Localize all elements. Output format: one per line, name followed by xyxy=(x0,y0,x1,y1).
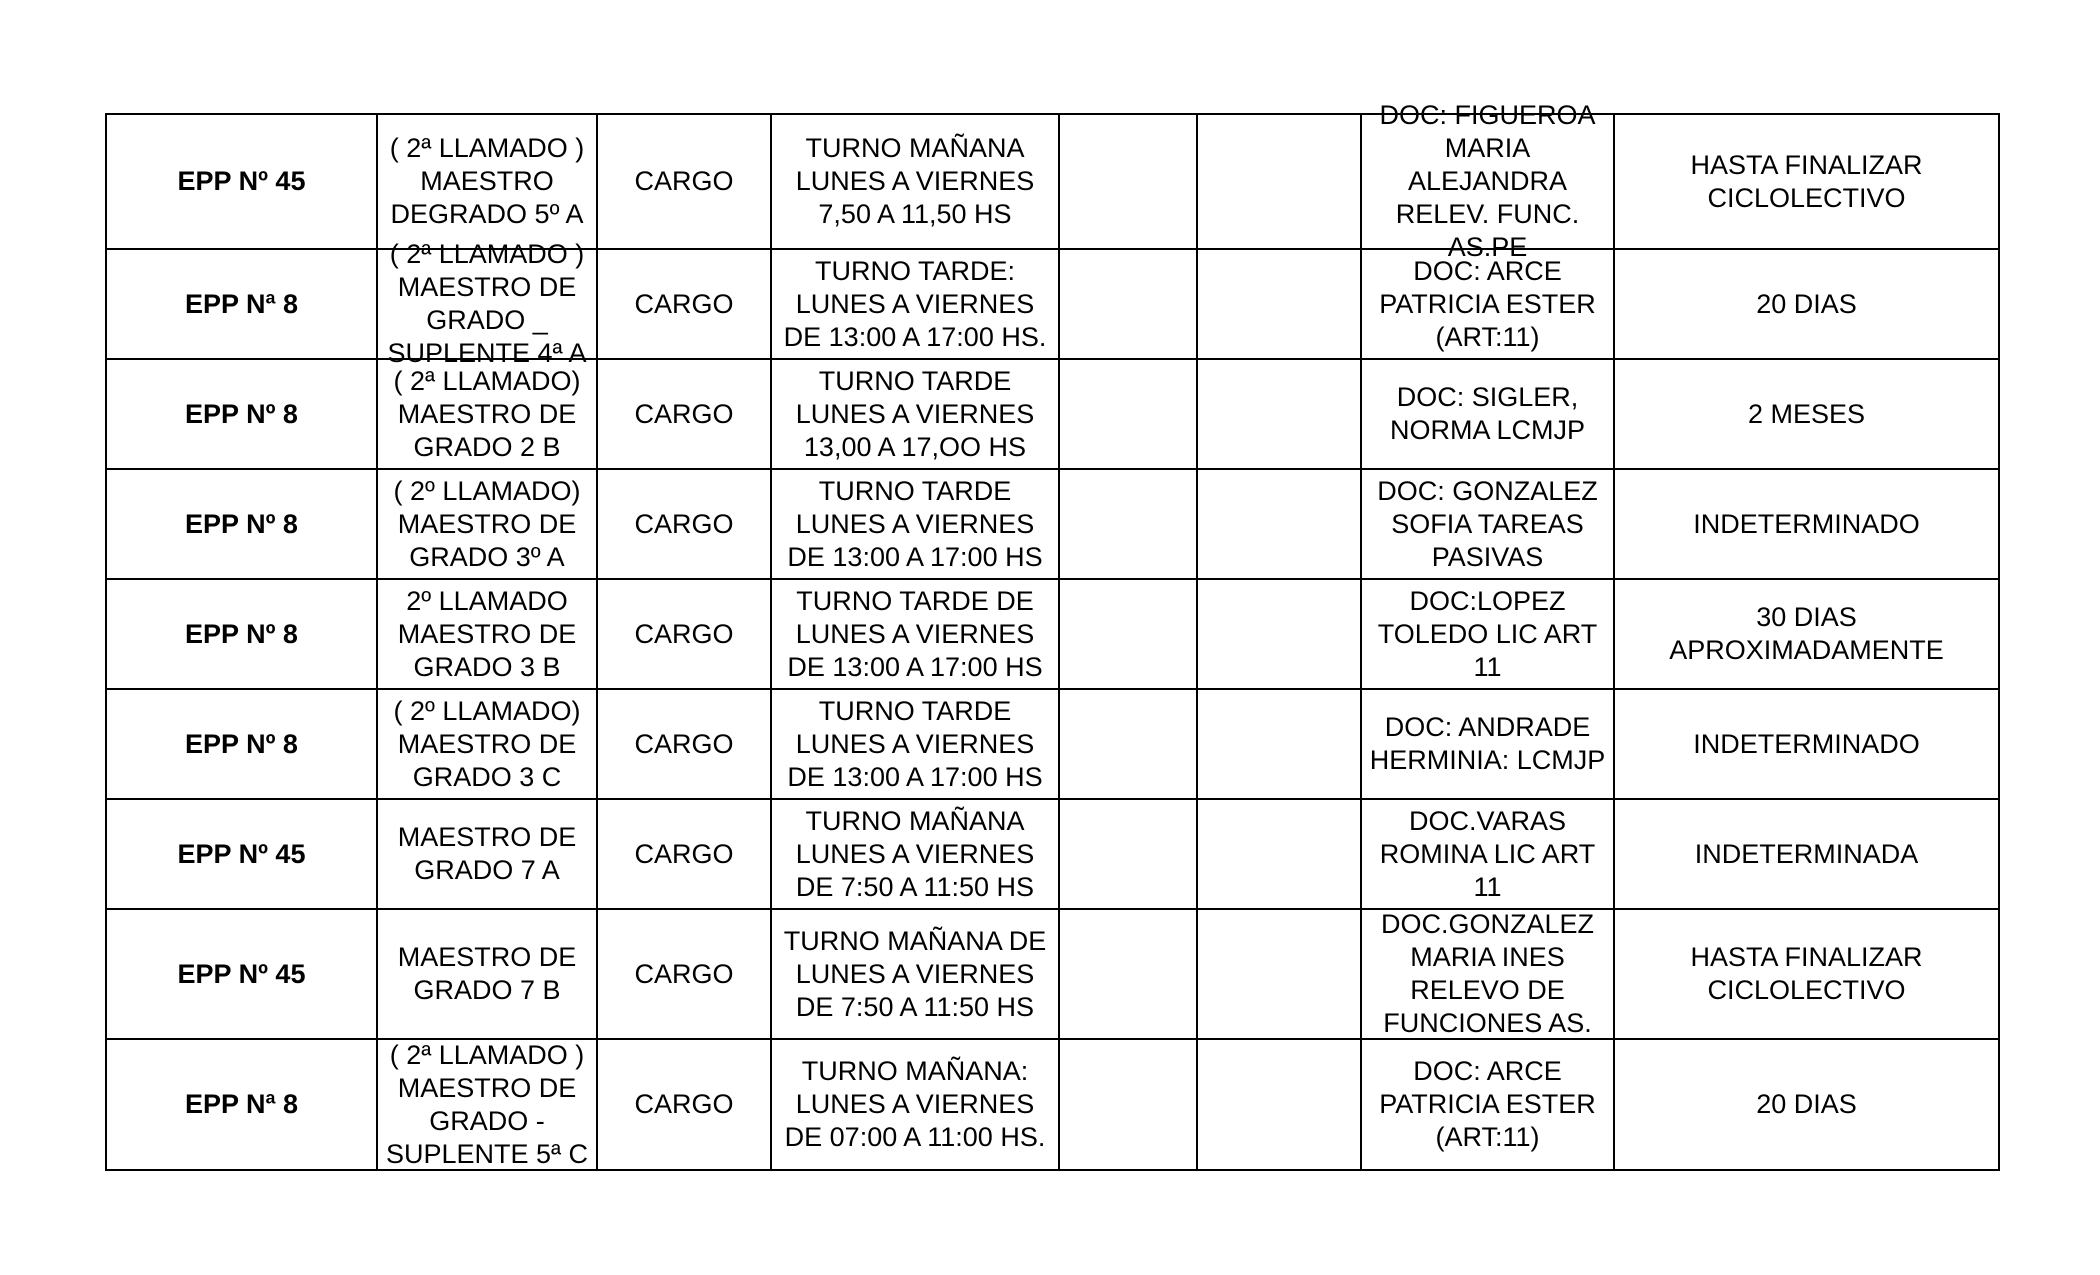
replaces-cell-text: DOC: GONZALEZ SOFIA TAREAS PASIVAS xyxy=(1377,475,1598,572)
school-cell-text: EPP Nº 8 xyxy=(185,398,298,429)
replaces-cell xyxy=(1361,249,1614,359)
empty-cell xyxy=(1059,249,1197,359)
school-cell-text: EPP Nº 45 xyxy=(177,958,306,989)
position-cell-text: MAESTRO DE GRADO 7 B xyxy=(397,942,577,1005)
replaces-cell xyxy=(1361,359,1614,469)
schedule-cell-text: TURNO TARDE: LUNES A VIERNES DE 13:00 A 17:00 HS. xyxy=(783,255,1047,352)
replaces-cell-text: DOC: SIGLER, NORMA LCMJP xyxy=(1389,382,1586,445)
school-cell-text: EPP Nº 8 xyxy=(185,728,298,759)
replaces-cell xyxy=(1361,100,1614,262)
position-cell xyxy=(377,909,597,1039)
empty-cell xyxy=(1059,799,1197,909)
schedule-cell xyxy=(771,689,1059,799)
type-cell-text: CARGO xyxy=(634,618,734,649)
duration-cell-text: 2 MESES xyxy=(1747,398,1866,429)
replaces-cell-text: DOC: FIGUEROA MARIA ALEJANDRA RELEV. FUNC. AS.PE xyxy=(1379,100,1596,262)
duration-cell-text: 20 DIAS xyxy=(1756,1089,1857,1119)
position-cell-text: ( 2ª LLAMADO ) MAESTRO DE GRADO - SUPLENTE 5ª C xyxy=(385,1039,589,1169)
schedule-cell xyxy=(771,579,1059,689)
empty-cell xyxy=(1197,689,1361,799)
vacancy-table xyxy=(105,100,2000,1171)
position-cell xyxy=(377,1039,597,1170)
table-row xyxy=(106,114,1999,249)
duration-cell-text: INDETERMINADO xyxy=(1693,728,1920,759)
type-cell-text: CARGO xyxy=(634,166,734,196)
schedule-cell-text: TURNO TARDE LUNES A VIERNES DE 13:00 A 17:00 HS xyxy=(787,695,1043,792)
empty-cell xyxy=(1059,1039,1197,1170)
empty-cell xyxy=(1197,469,1361,579)
schedule-cell xyxy=(771,909,1059,1039)
schedule-cell xyxy=(771,249,1059,359)
schedule-cell xyxy=(771,469,1059,579)
school-cell-text: EPP Nº 8 xyxy=(185,618,298,649)
schedule-cell-text: TURNO MAÑANA LUNES A VIERNES 7,50 A 11,50 HS xyxy=(795,133,1035,229)
type-cell-text: CARGO xyxy=(634,838,734,869)
duration-cell-text: 20 DIAS xyxy=(1756,288,1857,319)
position-cell-text: ( 2ª LLAMADO) MAESTRO DE GRADO 2 B xyxy=(393,365,581,462)
empty-cell xyxy=(1197,249,1361,359)
empty-cell xyxy=(1197,799,1361,909)
empty-cell xyxy=(1059,114,1197,249)
replaces-cell xyxy=(1361,469,1614,579)
position-cell xyxy=(377,579,597,689)
school-cell xyxy=(106,249,377,359)
type-cell xyxy=(597,579,771,689)
table-row xyxy=(106,469,1999,579)
duration-cell xyxy=(1614,469,1999,579)
empty-cell xyxy=(1059,469,1197,579)
position-cell xyxy=(377,469,597,579)
empty-cell xyxy=(1059,689,1197,799)
schedule-cell xyxy=(771,114,1059,249)
school-cell-text: EPP Nª 8 xyxy=(184,288,299,319)
replaces-cell xyxy=(1361,909,1614,1039)
schedule-cell xyxy=(771,359,1059,469)
replaces-cell-text: DOC:LOPEZ TOLEDO LIC ART 11 xyxy=(1377,585,1598,682)
type-cell-text: CARGO xyxy=(634,728,734,759)
school-cell-text: EPP Nª 8 xyxy=(184,1089,299,1119)
schedule-cell-text: TURNO TARDE LUNES A VIERNES DE 13:00 A 17:00 HS xyxy=(787,475,1043,572)
schedule-cell-text: TURNO MAÑANA: LUNES A VIERNES DE 07:00 A 11:00 HS. xyxy=(784,1056,1046,1152)
position-cell-text: ( 2ª LLAMADO ) MAESTRO DEGRADO 5º A xyxy=(389,133,585,229)
table-row xyxy=(106,1039,1999,1170)
school-cell xyxy=(106,909,377,1039)
school-cell xyxy=(106,689,377,799)
empty-cell xyxy=(1059,579,1197,689)
schedule-cell-text: TURNO MAÑANA DE LUNES A VIERNES DE 7:50 A 11:50 HS xyxy=(783,925,1047,1022)
position-cell-text: ( 2ª LLAMADO ) MAESTRO DE GRADO _ SUPLENTE 4ª A xyxy=(387,239,587,368)
type-cell-text: CARGO xyxy=(634,1089,734,1119)
position-cell-text: ( 2º LLAMADO) MAESTRO DE GRADO 3º A xyxy=(393,475,581,572)
empty-cell xyxy=(1197,909,1361,1039)
duration-cell xyxy=(1614,909,1999,1039)
replaces-cell-text: DOC: ARCE PATRICIA ESTER (ART:11) xyxy=(1379,1056,1596,1152)
replaces-cell-text: DOC.GONZALEZ MARIA INES RELEVO DE FUNCIONES AS. xyxy=(1380,909,1595,1038)
duration-cell xyxy=(1614,689,1999,799)
position-cell xyxy=(377,359,597,469)
school-cell-text: EPP Nº 45 xyxy=(177,838,306,869)
schedule-cell xyxy=(771,799,1059,909)
position-cell-text: ( 2º LLAMADO) MAESTRO DE GRADO 3 C xyxy=(393,695,581,792)
type-cell xyxy=(597,909,771,1039)
replaces-cell xyxy=(1361,799,1614,909)
empty-cell xyxy=(1197,1039,1361,1170)
schedule-cell-text: TURNO TARDE LUNES A VIERNES 13,00 A 17,OO HS xyxy=(795,365,1035,462)
type-cell-text: CARGO xyxy=(634,508,734,539)
duration-cell-text: INDETERMINADO xyxy=(1693,508,1920,539)
table-row xyxy=(106,799,1999,909)
school-cell xyxy=(106,1039,377,1170)
duration-cell xyxy=(1614,799,1999,909)
replaces-cell-text: DOC.VARAS ROMINA LIC ART 11 xyxy=(1379,805,1596,902)
empty-cell xyxy=(1197,359,1361,469)
schedule-cell-text: TURNO MAÑANA LUNES A VIERNES DE 7:50 A 11:50 HS xyxy=(795,805,1035,902)
position-cell xyxy=(377,799,597,909)
position-cell xyxy=(377,114,597,249)
position-cell-text: 2º LLAMADO MAESTRO DE GRADO 3 B xyxy=(397,585,577,682)
position-cell-text: MAESTRO DE GRADO 7 A xyxy=(397,822,577,885)
table-row xyxy=(106,689,1999,799)
duration-cell-text: HASTA FINALIZAR CICLOLECTIVO xyxy=(1690,149,1923,213)
replaces-cell xyxy=(1361,689,1614,799)
type-cell-text: CARGO xyxy=(634,958,734,989)
table-body xyxy=(106,100,1999,1170)
type-cell xyxy=(597,799,771,909)
school-cell xyxy=(106,114,377,249)
type-cell xyxy=(597,689,771,799)
duration-cell xyxy=(1614,1039,1999,1170)
duration-cell-text: HASTA FINALIZAR CICLOLECTIVO xyxy=(1690,942,1923,1005)
school-cell-text: EPP Nº 45 xyxy=(177,166,306,196)
type-cell xyxy=(597,1039,771,1170)
empty-cell xyxy=(1197,579,1361,689)
replaces-cell-text: DOC: ARCE PATRICIA ESTER (ART:11) xyxy=(1379,255,1596,352)
school-cell xyxy=(106,359,377,469)
duration-cell xyxy=(1614,579,1999,689)
school-cell xyxy=(106,799,377,909)
type-cell xyxy=(597,359,771,469)
type-cell xyxy=(597,114,771,249)
school-cell xyxy=(106,579,377,689)
schedule-cell xyxy=(771,1039,1059,1170)
type-cell-text: CARGO xyxy=(634,288,734,319)
type-cell xyxy=(597,249,771,359)
duration-cell xyxy=(1614,114,1999,249)
replaces-cell xyxy=(1361,1039,1614,1170)
duration-cell-text: 30 DIAS APROXIMADAMENTE xyxy=(1669,602,1944,665)
position-cell xyxy=(377,239,597,368)
duration-cell-text: INDETERMINADA xyxy=(1694,838,1919,869)
table-row xyxy=(106,909,1999,1039)
table-row xyxy=(106,579,1999,689)
table-row xyxy=(106,359,1999,469)
table-row xyxy=(106,249,1999,359)
schedule-cell-text: TURNO TARDE DE LUNES A VIERNES DE 13:00 A 17:00 HS xyxy=(787,585,1043,682)
empty-cell xyxy=(1059,909,1197,1039)
replaces-cell xyxy=(1361,579,1614,689)
empty-cell xyxy=(1059,359,1197,469)
school-cell xyxy=(106,469,377,579)
empty-cell xyxy=(1197,114,1361,249)
replaces-cell-text: DOC: ANDRADE HERMINIA: LCMJP xyxy=(1369,712,1606,775)
duration-cell xyxy=(1614,359,1999,469)
duration-cell xyxy=(1614,249,1999,359)
type-cell xyxy=(597,469,771,579)
position-cell xyxy=(377,689,597,799)
type-cell-text: CARGO xyxy=(634,398,734,429)
school-cell-text: EPP Nº 8 xyxy=(185,508,298,539)
